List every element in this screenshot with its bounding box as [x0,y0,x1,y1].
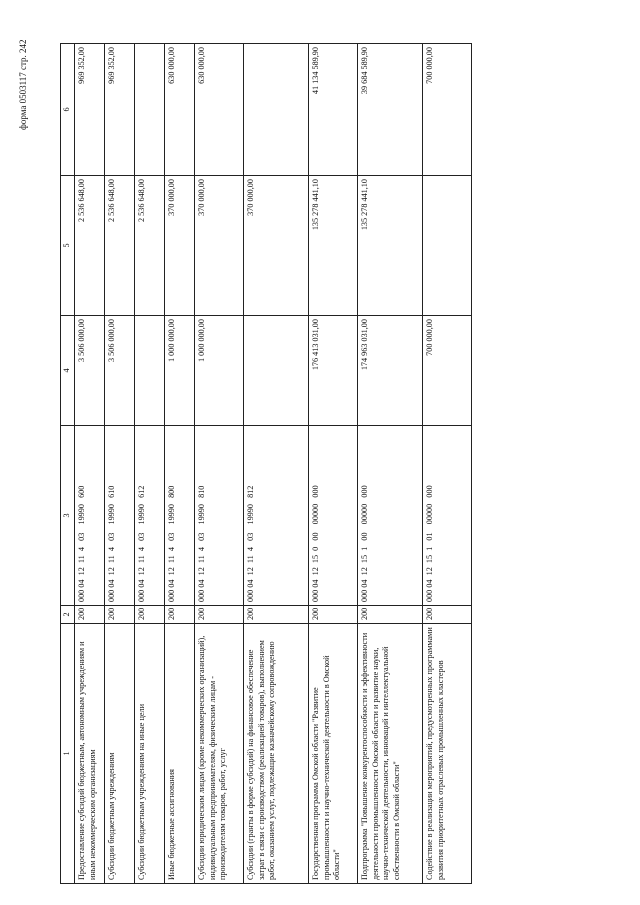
row-executed: 2 536 648,00 [135,176,165,316]
row-unexecuted: 630 000,00 [165,44,195,176]
table-row [75,44,105,884]
row-approved: 700 000,00 [423,316,472,426]
row-classification-code: 000 04 12 11 4 03 19990 610 [105,426,135,606]
row-name: Подпрограмма "Повышение конкурентоспособности и эффективности деятельности промышленности Омской области и развитие науки, научно-технической деятельности, инноваций и интеллектуальной собственности в Омской области" [358,624,423,884]
row-classification-code: 000 04 12 11 4 03 19990 600 [75,426,105,606]
header-col-3: 3 [61,426,75,606]
row-classification-code: 000 04 12 11 4 03 19990 800 [165,426,195,606]
row-name: Иные бюджетные ассигнования [165,624,195,884]
row-approved [244,316,309,426]
form-label: форма 0503117 стр. 242 [18,39,28,130]
header-row [61,44,75,884]
row-line-code: 200 [135,606,165,624]
row-line-code: 200 [105,606,135,624]
table-row [358,44,423,884]
row-line-code: 200 [75,606,105,624]
row-line-code: 200 [358,606,423,624]
row-classification-code: 000 04 12 11 4 03 19990 810 [195,426,244,606]
header-col-2: 2 [61,606,75,624]
row-unexecuted: 969 352,00 [105,44,135,176]
row-approved: 3 506 000,00 [75,316,105,426]
table-row [165,44,195,884]
row-line-code: 200 [423,606,472,624]
row-name: Субсидии бюджетным учреждениям [105,624,135,884]
row-approved: 174 963 031,00 [358,316,423,426]
row-line-code: 200 [244,606,309,624]
report-table-container [60,44,518,884]
row-name: Содействие в реализации мероприятий, предусмотренных программами развития приоритетных отраслевых промышленных кластеров [423,624,472,884]
row-line-code: 200 [309,606,358,624]
row-classification-code: 000 04 12 11 4 03 19990 812 [244,426,309,606]
row-unexecuted [135,44,165,176]
row-approved: 176 413 031,00 [309,316,358,426]
header-col-6: 6 [61,44,75,176]
table-row [423,44,472,884]
row-unexecuted: 969 352,00 [75,44,105,176]
row-executed: 370 000,00 [195,176,244,316]
row-unexecuted: 41 134 589,90 [309,44,358,176]
report-table [60,43,472,884]
table-row [105,44,135,884]
row-approved: 1 000 000,00 [195,316,244,426]
row-classification-code: 000 04 12 15 1 01 00000 000 [423,426,472,606]
row-name: Субсидии бюджетным учреждениям на иные цели [135,624,165,884]
header-col-1: 1 [61,624,75,884]
row-unexecuted: 700 000,00 [423,44,472,176]
row-approved: 3 506 000,00 [105,316,135,426]
table-row [135,44,165,884]
row-unexecuted [244,44,309,176]
row-executed: 370 000,00 [244,176,309,316]
table-row [195,44,244,884]
row-line-code: 200 [165,606,195,624]
row-unexecuted: 630 000,00 [195,44,244,176]
row-unexecuted: 39 684 589,90 [358,44,423,176]
row-executed: 370 000,00 [165,176,195,316]
row-classification-code: 000 04 12 15 0 00 00000 000 [309,426,358,606]
header-col-5: 5 [61,176,75,316]
row-classification-code: 000 04 12 15 1 00 00000 000 [358,426,423,606]
row-executed: 2 536 648,00 [75,176,105,316]
row-approved [135,316,165,426]
row-classification-code: 000 04 12 11 4 03 19990 612 [135,426,165,606]
row-name: Субсидии (гранты в форме субсидий) на финансовое обеспечение затрат в связи с производством (реализацией товаров), выполнением работ, оказанием услуг, подлежащие казначейскому сопровождению [244,624,309,884]
row-executed [423,176,472,316]
row-name: Субсидии юридическим лицам (кроме некоммерческих организаций), индивидуальным предпринимателям, физическим лицам - производителям товаров, работ, услуг [195,624,244,884]
row-executed: 135 278 441,10 [309,176,358,316]
row-name: Государственная программа Омской области "Развитие промышленности и научно-технической деятельности в Омской области" [309,624,358,884]
row-executed: 135 278 441,10 [358,176,423,316]
row-approved: 1 000 000,00 [165,316,195,426]
row-line-code: 200 [195,606,244,624]
header-col-4: 4 [61,316,75,426]
row-name: Предоставление субсидий бюджетным, автономным учреждениям и иным некоммерческим организациям [75,624,105,884]
row-executed: 2 536 648,00 [105,176,135,316]
table-row [309,44,358,884]
table-row [244,44,309,884]
